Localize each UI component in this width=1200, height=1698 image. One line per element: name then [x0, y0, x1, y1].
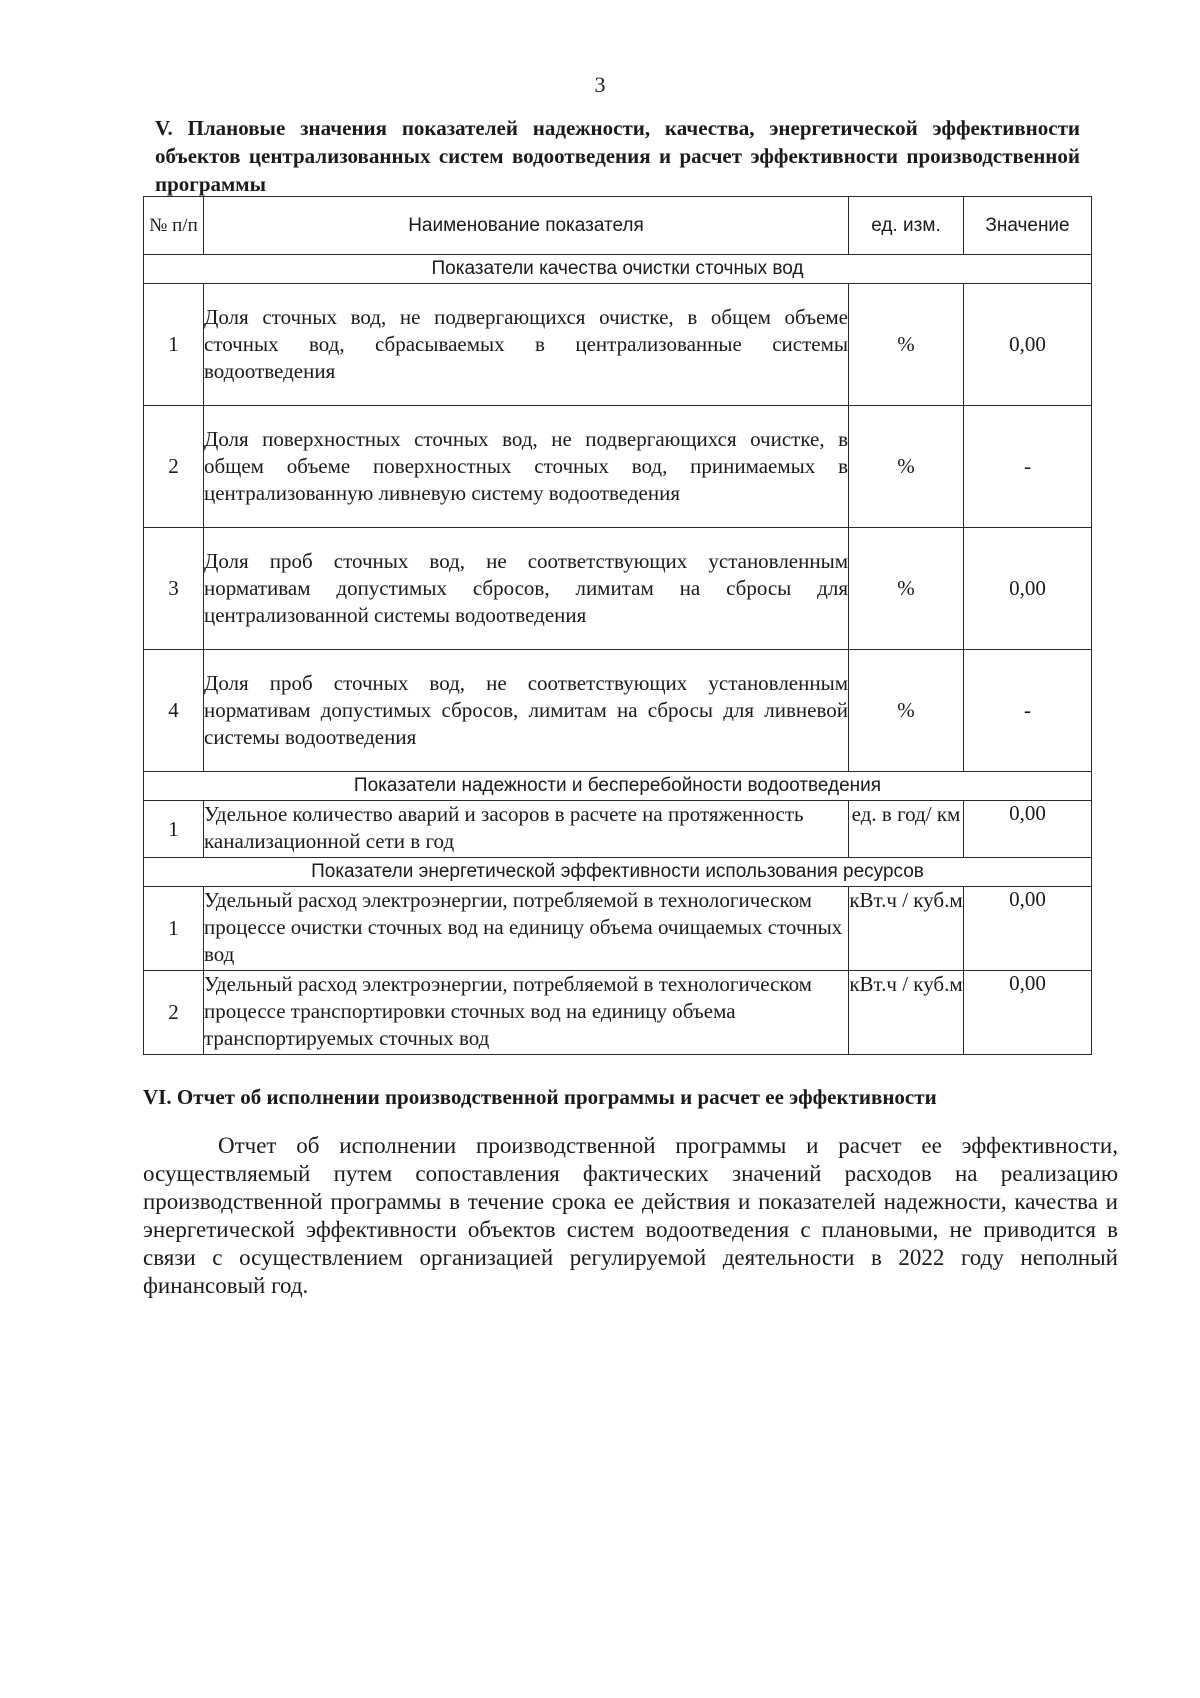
- row-unit: ед. в год/ км: [849, 801, 964, 858]
- group-title: Показатели надежности и бесперебойности водоотведения: [144, 772, 1092, 801]
- row-unit: %: [849, 528, 964, 650]
- group-title: Показатели энергетической эффективности использования ресурсов: [144, 858, 1092, 887]
- row-value: 0,00: [964, 887, 1092, 971]
- table-row: [144, 406, 1092, 528]
- row-value: 0,00: [964, 971, 1092, 1055]
- row-name: Удельный расход электроэнергии, потребляемой в технологическом процессе транспортировки сточных вод на единицу объема транспортируемых сточных вод: [204, 971, 849, 1055]
- table-row: [144, 650, 1092, 772]
- header-name: Наименование показателя: [204, 197, 849, 255]
- row-name: Доля проб сточных вод, не соответствующих установленным нормативам допустимых сбросов, лимитам на сбросы для централизованной системы водоотведения: [204, 528, 849, 650]
- row-num: 1: [144, 801, 204, 858]
- row-name: Доля сточных вод, не подвергающихся очистке, в общем объеме сточных вод, сбрасываемых в централизованные системы водоотведения: [204, 284, 849, 406]
- section-6-title: VI. Отчет об исполнении производственной программы и расчет ее эффективности: [143, 1085, 937, 1109]
- group-row: [144, 255, 1092, 284]
- table-row: [144, 528, 1092, 650]
- group-title: Показатели качества очистки сточных вод: [144, 255, 1092, 284]
- row-value: -: [964, 406, 1092, 528]
- row-unit: кВт.ч / куб.м: [849, 971, 964, 1055]
- section-5-title: V. Плановые значения показателей надежности, качества, энергетической эффективности объектов централизованных систем водоотведения и расчет эффективности производственной программы: [155, 116, 1080, 196]
- header-num: № п/п: [144, 197, 204, 255]
- row-num: 1: [144, 284, 204, 406]
- row-unit: %: [849, 650, 964, 772]
- row-value: 0,00: [964, 284, 1092, 406]
- table-row: [144, 284, 1092, 406]
- header-unit: ед. изм.: [849, 197, 964, 255]
- row-unit: %: [849, 406, 964, 528]
- table-header-row: [144, 197, 1092, 255]
- row-name: Удельный расход электроэнергии, потребляемой в технологическом процессе очистки сточных вод на единицу объема очищаемых сточных вод: [204, 887, 849, 971]
- row-name: Доля проб сточных вод, не соответствующих установленным нормативам допустимых сбросов, лимитам на сбросы для ливневой системы водоотведения: [204, 650, 849, 772]
- row-value: -: [964, 650, 1092, 772]
- row-unit: %: [849, 284, 964, 406]
- page-number: 3: [594, 72, 606, 97]
- group-row: [144, 858, 1092, 887]
- row-name: Удельное количество аварий и засоров в расчете на протяженность канализационной сети в год: [204, 801, 849, 858]
- row-value: 0,00: [964, 528, 1092, 650]
- row-num: 2: [144, 406, 204, 528]
- row-name: Доля поверхностных сточных вод, не подвергающихся очистке, в общем объеме поверхностных сточных вод, принимаемых в централизованную ливневую систему водоотведения: [204, 406, 849, 528]
- row-num: 3: [144, 528, 204, 650]
- row-num: 4: [144, 650, 204, 772]
- row-num: 2: [144, 971, 204, 1055]
- row-value: 0,00: [964, 801, 1092, 858]
- group-row: [144, 772, 1092, 801]
- row-num: 1: [144, 887, 204, 971]
- table-row: [144, 887, 1092, 971]
- header-value: Значение: [964, 197, 1092, 255]
- table-row: [144, 801, 1092, 858]
- indicators-table: [143, 196, 1092, 1055]
- section-6-body: Отчет об исполнении производственной программы и расчет ее эффективности, осуществляемый путем сопоставления фактических значений расходов на реализацию производственной программы в течение срока ее действия и показателей надежности, качества и энергетической эффективности объектов систем водоотведения с плановыми, не приводится в связи с осуществлением организацией регулируемой деятельности в 2022 году неполный финансовый год.: [143, 1133, 1118, 1298]
- row-unit: кВт.ч / куб.м: [849, 887, 964, 971]
- table-row: [144, 971, 1092, 1055]
